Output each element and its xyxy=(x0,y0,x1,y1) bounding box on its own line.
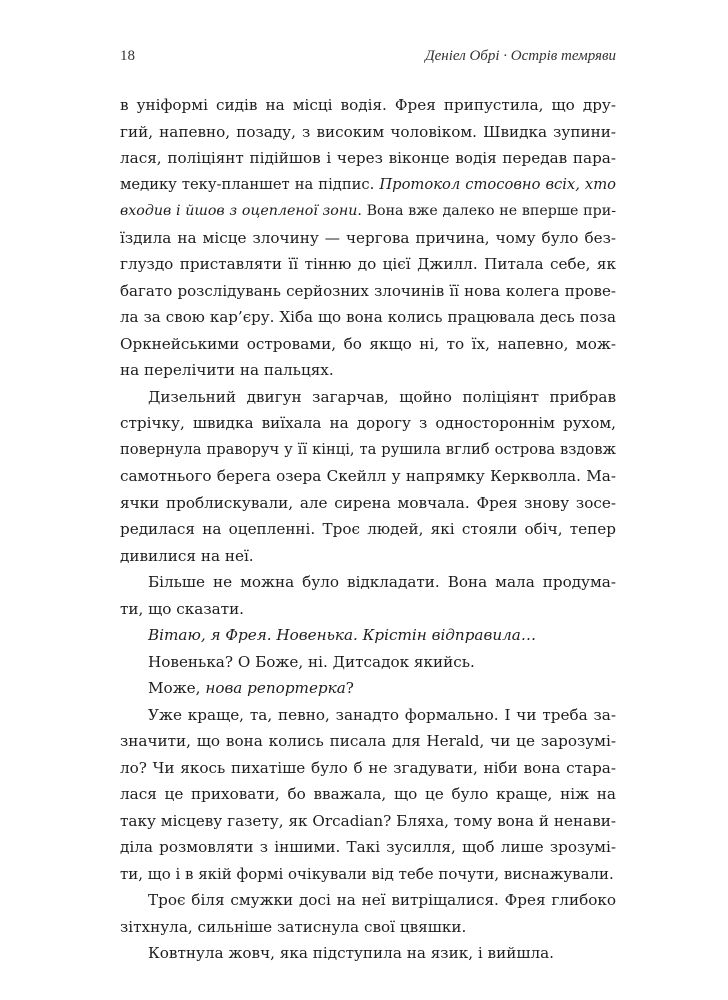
running-head: Деніел Обрі · Острів темряви xyxy=(425,48,616,64)
text-line xyxy=(120,675,616,702)
text-segment: Новенька? О Боже, ні. Дитсадок якийсь. xyxy=(148,652,475,671)
text-segment: Може, xyxy=(148,679,206,697)
text-line xyxy=(120,357,616,384)
text-line xyxy=(120,172,616,199)
text-segment: Більше не можна було відкладати. Вона мала продума- xyxy=(148,573,616,591)
text-segment: зітхнула, сильніше затиснула свої цвяшки. xyxy=(120,917,467,936)
text-segment: Троє біля смужки досі на неї витріщалися. Фрея глибоко xyxy=(148,891,616,909)
text-segment: багато розслідувань серйозних злочинів її нова колега прове- xyxy=(120,281,616,300)
text-line xyxy=(120,781,616,808)
text-line xyxy=(120,437,616,464)
text-segment: повернула праворуч у її кінці, та рушила вглиб острова вздовж xyxy=(120,440,616,458)
text-segment: ти, що сказати. xyxy=(120,599,245,618)
text-line xyxy=(120,834,616,861)
text-segment: в уніформі сидів на місці водія. Фрея припустила, що дру- xyxy=(120,96,616,114)
text-segment: таку місцеву газету, як Orcadian? Бляха, тому вона й ненави- xyxy=(120,811,616,830)
text-line xyxy=(120,251,616,278)
text-segment: глуздо приставляти її тінню до цієї Джилл. Питала себе, як xyxy=(120,255,616,273)
text-line xyxy=(120,622,616,649)
text-line xyxy=(120,702,616,729)
text-line xyxy=(120,145,616,172)
text-line xyxy=(120,861,616,888)
text-line xyxy=(120,569,616,596)
text-segment: стрічку, швидка виїхала на дорогу з одностороннім рухом, xyxy=(120,414,616,432)
text-line xyxy=(120,92,616,119)
text-segment: самотнього берега озера Скейлл у напрямку Керкволла. Ма- xyxy=(120,467,616,485)
body-text xyxy=(120,92,616,967)
text-line xyxy=(120,543,616,570)
text-segment: Дизельний двигун загарчав, щойно поліціянт прибрав xyxy=(148,387,616,406)
text-line xyxy=(120,198,616,225)
text-line xyxy=(120,940,616,967)
text-segment: діла розмовляти з іншими. Такі зусилля, щоб лише зрозумі- xyxy=(120,838,616,856)
text-segment: лася, поліціянт підійшов і через віконце водія передав пара- xyxy=(120,149,616,167)
italic-text: нова репортерка xyxy=(205,679,346,697)
text-line xyxy=(120,304,616,331)
text-segment: медику теку-планшет на підпис. xyxy=(120,175,380,193)
text-line xyxy=(120,808,616,835)
text-segment: лася це приховати, бо вважала, що це було краще, ніж на xyxy=(120,785,616,803)
italic-text: входив і йшов з оцепленої зони xyxy=(120,203,358,219)
text-line xyxy=(120,649,616,676)
italic-text: Протокол стосовно всіх, хто xyxy=(379,175,616,193)
text-line xyxy=(120,755,616,782)
text-line xyxy=(120,278,616,305)
text-segment: на перелічити на пальцях. xyxy=(120,361,334,379)
text-line xyxy=(120,596,616,623)
text-line xyxy=(120,331,616,358)
text-segment: ячки проблискували, але сирена мовчала. Фрея знову зосе- xyxy=(120,493,616,512)
text-segment: гий, напевно, позаду, з високим чоловіком. Швидка зупини- xyxy=(120,122,616,141)
text-line xyxy=(120,516,616,543)
text-line xyxy=(120,384,616,411)
text-segment: Оркнейськими островами, бо якщо ні, то їх, напевно, мож- xyxy=(120,334,616,353)
text-line xyxy=(120,887,616,914)
text-segment: ло? Чи якось пихатіше було б не згадувати, ніби вона стара- xyxy=(120,758,616,777)
text-segment: значити, що вона колись писала для Herald, чи це зарозумі- xyxy=(120,732,616,750)
text-segment: редилася на оцепленні. Троє людей, які стояли обіч, тепер xyxy=(120,520,616,538)
text-line xyxy=(120,119,616,146)
text-segment: . Вона вже далеко не вперше при- xyxy=(357,203,616,219)
text-line xyxy=(120,410,616,437)
text-segment: Уже краще, та, певно, занадто формально. І чи треба за- xyxy=(148,705,616,724)
text-line xyxy=(120,914,616,941)
page-number: 18 xyxy=(120,48,135,64)
text-segment: ти, що і в якій формі очікували від тебе почути, виснажували. xyxy=(120,864,614,883)
text-segment: їздила на місце злочину — чергова причина, чому було без- xyxy=(120,228,616,247)
text-segment: Ковтнула жовч, яка підступила на язик, і вийшла. xyxy=(148,944,554,962)
text-segment: ? xyxy=(345,679,354,697)
text-line xyxy=(120,728,616,755)
italic-text: Вітаю, я Фрея. Новенька. Крістін відправила… xyxy=(148,626,537,644)
text-line xyxy=(120,225,616,252)
page-header xyxy=(120,48,616,68)
text-line xyxy=(120,463,616,490)
text-segment: ла за свою кар’єру. Хіба що вона колись працювала десь поза xyxy=(120,308,616,326)
text-segment: дивилися на неї. xyxy=(120,546,254,565)
text-line xyxy=(120,490,616,517)
